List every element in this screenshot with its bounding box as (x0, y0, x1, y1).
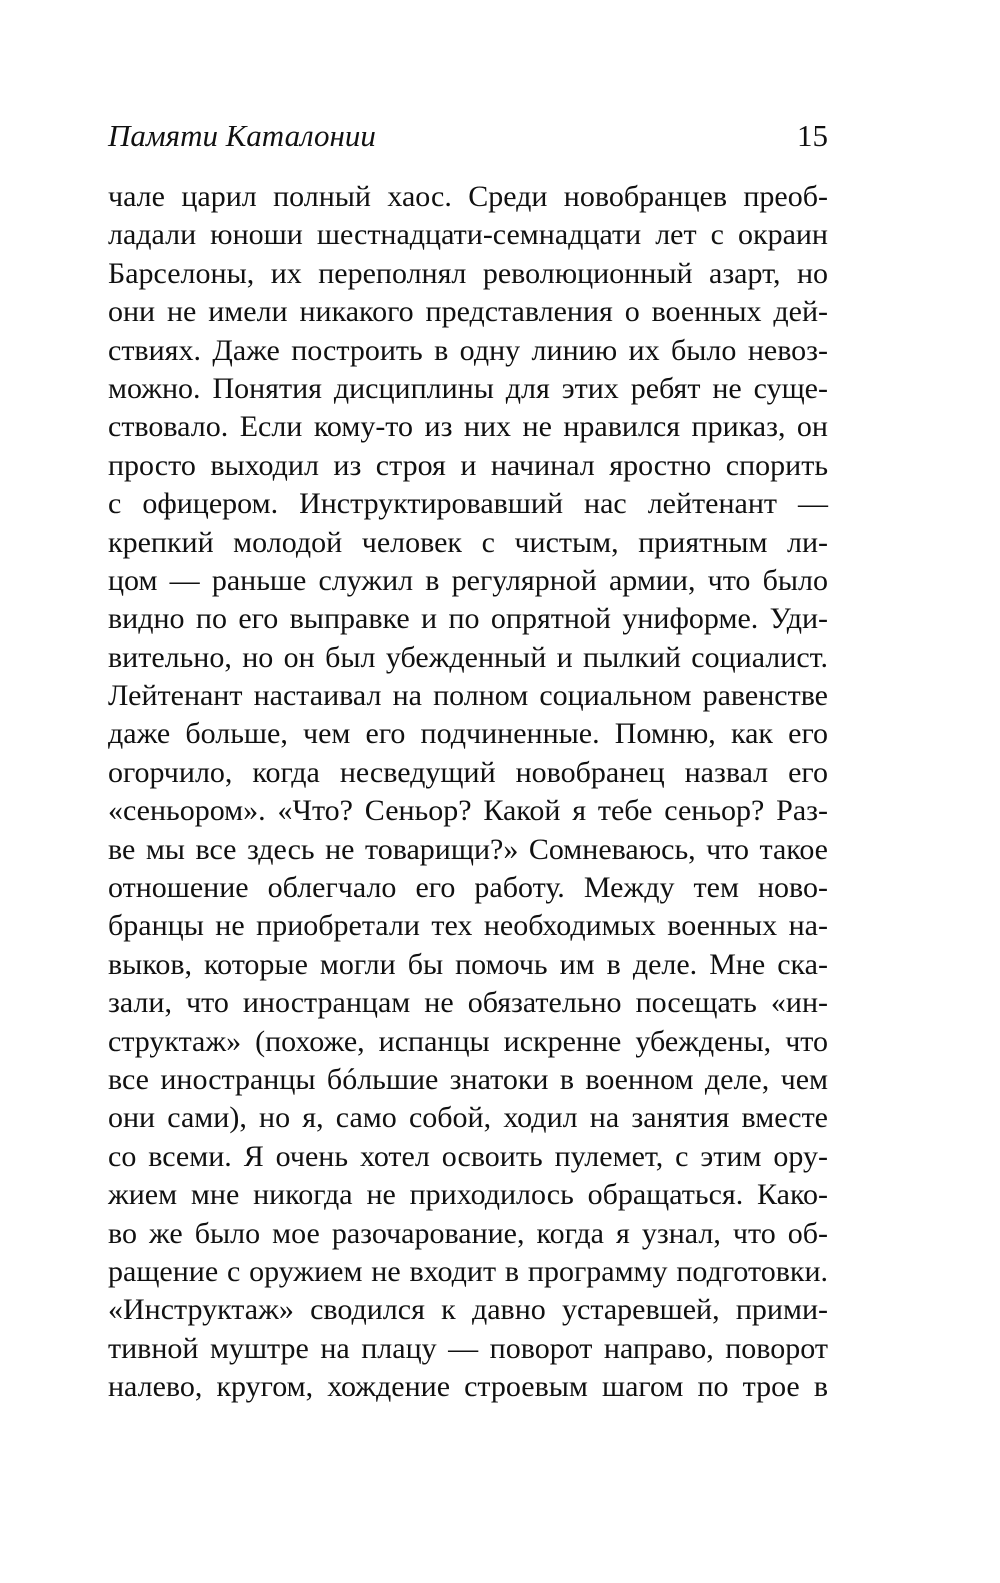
text-line: они сами), но я, само собой, ходил на занятия вместе (108, 1101, 828, 1135)
text-line: крепкий молодой человек с чистым, приятным ли- (108, 525, 828, 559)
text-line: во же было мое разочарование, когда я узнал, что об- (108, 1216, 828, 1250)
page-number: 15 (797, 118, 828, 153)
text-line: зали, что иностранцам не обязательно посещать «ин- (108, 986, 828, 1020)
text-line: структаж» (похоже, испанцы искренне убеждены, что (108, 1024, 828, 1058)
text-line: с офицером. Инструктировавший нас лейтенант — (108, 487, 828, 521)
text-line: налево, кругом, хождение строевым шагом по трое в (108, 1370, 828, 1404)
text-line: даже больше, чем его подчиненные. Помню, как его (108, 717, 828, 751)
text-line: жием мне никогда не приходилось обращаться. Како- (108, 1178, 828, 1212)
text-line: «сеньором». «Что? Сеньор? Какой я тебе сеньор? Раз- (108, 794, 828, 828)
text-line: вительно, но он был убежденный и пылкий социалист. (108, 640, 828, 674)
text-line: отношение облегчало его работу. Между тем ново- (108, 871, 828, 905)
text-line: ствиях. Даже построить в одну линию их было невоз- (108, 333, 828, 367)
running-header (108, 112, 828, 160)
text-line: ве мы все здесь не товарищи?» Сомневаюсь, что такое (108, 832, 828, 866)
text-line: тивной муштре на плацу — поворот направо, поворот (108, 1331, 828, 1365)
text-line: ладали юноши шестнадцати-семнадцати лет с окраин (108, 218, 828, 252)
text-line: ращение с оружием не входит в программу подготовки. (108, 1254, 828, 1288)
text-line: бранцы не приобретали тех необходимых военных на- (108, 909, 828, 943)
text-line: выков, которые могли бы помочь им в деле. Мне ска- (108, 947, 828, 981)
text-line: «Инструктаж» сводился к давно устаревшей, прими- (108, 1293, 828, 1327)
text-line: они не имели никакого представления о военных дей- (108, 295, 828, 329)
text-line: Барселоны, их переполнял революционный азарт, но (108, 256, 828, 290)
text-line: ствовало. Если кому-то из них не нравился приказ, он (108, 410, 828, 444)
text-line: со всеми. Я очень хотел освоить пулемет, с этим ору- (108, 1139, 828, 1173)
text-line: Лейтенант настаивал на полном социальном равенстве (108, 679, 828, 713)
text-line: чале царил полный хаос. Среди новобранцев преоб- (108, 180, 828, 213)
running-title: Памяти Каталонии (108, 118, 376, 153)
text-line: просто выходил из строя и начинал яростно спорить (108, 448, 828, 482)
text-line: огорчило, когда несведущий новобранец назвал его (108, 755, 828, 789)
text-line: цом — раньше служил в регулярной армии, что было (108, 563, 828, 597)
text-line: видно по его выправке и по опрятной униформе. Уди- (108, 602, 828, 636)
text-line: можно. Понятия дисциплины для этих ребят не суще- (108, 371, 828, 405)
body-text (108, 178, 828, 1407)
text-line: все иностранцы бóльшие знатоки в военном деле, чем (108, 1062, 828, 1096)
